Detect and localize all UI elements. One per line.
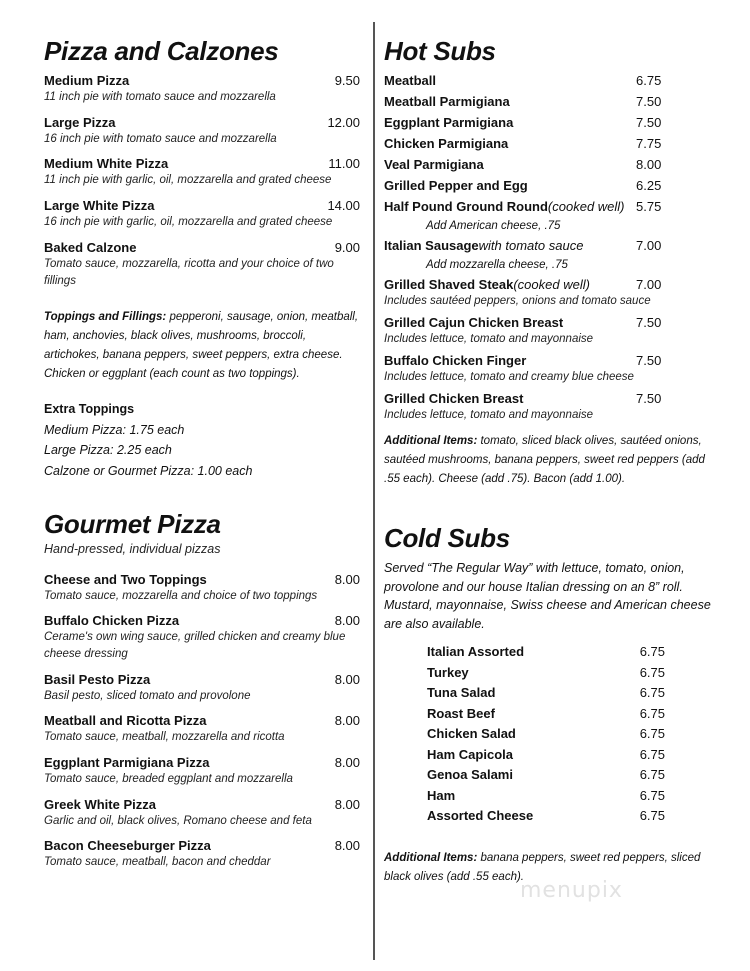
item-name: Tuna Salad — [427, 685, 496, 700]
menu-item — [44, 156, 360, 189]
item-qualifier: with tomato sauce — [478, 238, 584, 253]
item-price: 5.75 — [636, 199, 662, 214]
item-description: Garlic and oil, black olives, Romano cheese and feta — [44, 815, 312, 827]
item-price: 7.00 — [636, 238, 662, 253]
menu-item — [384, 724, 665, 745]
menu-item — [384, 642, 665, 663]
menu-item — [44, 755, 360, 788]
menu-item — [44, 240, 360, 290]
item-price: 9.50 — [334, 73, 360, 88]
menu-item — [384, 683, 665, 704]
column-divider — [373, 22, 375, 960]
item-name: Medium Pizza — [44, 73, 130, 88]
item-description: Tomato sauce, meatball, mozzarella and ricotta — [44, 731, 285, 743]
additional-label: Additional Items: — [384, 852, 478, 864]
menu-item — [44, 838, 360, 871]
menu-item — [384, 315, 720, 331]
item-price: 8.00 — [334, 755, 360, 770]
menupix-watermark: menupix — [520, 878, 623, 903]
item-price: 7.75 — [636, 136, 662, 151]
item-price: 8.00 — [334, 613, 360, 628]
item-description: 11 inch pie with garlic, oil, mozzarella and grated cheese — [44, 174, 332, 186]
menu-item — [384, 277, 720, 293]
add-cheese-note: Add mozzarella cheese, .75 — [426, 259, 568, 271]
item-price: 6.75 — [639, 644, 665, 659]
menu-item — [384, 391, 720, 407]
item-price: 6.75 — [639, 664, 665, 680]
item-name: Ham — [427, 787, 456, 803]
item-price: 14.00 — [327, 198, 360, 213]
cold-subs-intro: Served “The Regular Way” with lettuce, tomato, onion, provolone and our house Italian dressing on an 8” roll. Mustard, mayonnaise, Swiss cheese and American cheese are also available. — [384, 561, 711, 631]
item-name: Half Pound Ground Round — [384, 199, 548, 214]
item-name: Large White Pizza — [44, 198, 155, 213]
item-name: Medium White Pizza — [44, 156, 169, 171]
menu-item — [384, 238, 720, 254]
item-description: Tomato sauce, mozzarella, ricotta and your choice of two fillings — [44, 258, 334, 287]
item-name: Chicken Parmigiana — [384, 136, 509, 151]
menu-item — [384, 704, 665, 725]
menu-item — [384, 94, 720, 115]
item-description: Includes sautéed peppers, onions and tomato sauce — [384, 295, 651, 307]
item-name: Large Pizza — [44, 115, 116, 130]
toppings-label: Toppings and Fillings: — [44, 311, 167, 323]
item-name: Genoa Salami — [427, 767, 513, 782]
item-name: Buffalo Chicken Pizza — [44, 613, 180, 628]
menu-item — [44, 572, 360, 605]
item-description: Tomato sauce, meatball, bacon and cheddar — [44, 856, 271, 868]
item-price: 12.00 — [327, 115, 360, 130]
item-name: Assorted Cheese — [427, 808, 534, 823]
item-description: 16 inch pie with garlic, oil, mozzarella and grated cheese — [44, 216, 333, 228]
item-name: Turkey — [427, 664, 469, 680]
hot-additional-items — [384, 432, 720, 489]
menu-item — [384, 199, 720, 215]
item-name: Basil Pesto Pizza — [44, 672, 151, 687]
item-price: 7.50 — [636, 391, 662, 406]
menu-item — [384, 73, 720, 94]
item-description: Includes lettuce, tomato and mayonnaise — [384, 333, 594, 345]
item-qualifier: (cooked well) — [513, 277, 590, 292]
menu-item — [44, 613, 360, 663]
hot-subs-title: Hot Subs — [384, 36, 496, 66]
menu-item — [44, 797, 360, 830]
item-description: Cerame's own wing sauce, grilled chicken and creamy blue cheese dressing — [44, 631, 346, 660]
item-name: Ham Capicola — [427, 746, 513, 762]
menu-item — [44, 73, 360, 106]
item-name: Roast Beef — [427, 705, 495, 721]
item-description: Basil pesto, sliced tomato and provolone — [44, 690, 251, 702]
hot-sub-list — [384, 73, 720, 424]
item-price: 6.75 — [639, 705, 665, 721]
gourmet-section-title: Gourmet Pizza — [44, 509, 221, 539]
item-price: 9.00 — [334, 240, 360, 255]
item-name: Eggplant Parmigiana Pizza — [44, 755, 210, 770]
item-price: 7.50 — [636, 315, 662, 330]
extra-toppings — [44, 399, 360, 481]
item-name: Italian Assorted — [427, 644, 525, 659]
additional-text: tomato, sliced black olives, sautéed onions, sautéed mushrooms, banana peppers, sweet red peppers (add .55 each). Cheese (add .75). Bacon (add 1.00). — [384, 435, 705, 485]
toppings-note — [44, 308, 360, 384]
item-description: Tomato sauce, breaded eggplant and mozzarella — [44, 773, 293, 785]
item-name: Baked Calzone — [44, 240, 137, 255]
additional-text: banana peppers, sweet red peppers, sliced black olives (add .55 each). — [384, 852, 701, 883]
item-description: 11 inch pie with tomato sauce and mozzarella — [44, 91, 276, 103]
item-name: Grilled Chicken Breast — [384, 391, 524, 406]
item-name: Eggplant Parmigiana — [384, 115, 514, 130]
item-description: Tomato sauce, mozzarella and choice of two toppings — [44, 590, 318, 602]
item-price: 6.75 — [639, 685, 665, 700]
extra-topping-line: Large Pizza: 2.25 each — [44, 443, 172, 457]
item-price: 7.50 — [636, 94, 662, 109]
cold-sub-list — [384, 642, 720, 827]
item-price: 8.00 — [334, 672, 360, 687]
item-price: 7.00 — [636, 277, 662, 292]
item-name: Chicken Salad — [427, 726, 516, 741]
item-price: 8.00 — [636, 157, 662, 172]
item-price: 11.00 — [328, 156, 360, 171]
item-name: Cheese and Two Toppings — [44, 572, 207, 587]
menu-item — [44, 672, 360, 705]
pizza-section-title: Pizza and Calzones — [44, 36, 279, 66]
menu-item — [384, 353, 720, 369]
item-name: Bacon Cheeseburger Pizza — [44, 838, 211, 853]
additional-label: Additional Items: — [384, 435, 478, 447]
item-name: Grilled Cajun Chicken Breast — [384, 315, 564, 330]
menu-item — [44, 115, 360, 148]
item-name: Buffalo Chicken Finger — [384, 353, 527, 368]
item-name: Grilled Pepper and Egg — [384, 178, 528, 193]
item-price: 6.75 — [639, 787, 665, 803]
menu-item — [384, 663, 665, 684]
item-name: Meatball and Ricotta Pizza — [44, 713, 207, 728]
add-cheese-note: Add American cheese, .75 — [426, 220, 561, 232]
extra-toppings-title: Extra Toppings — [44, 402, 135, 416]
menu-item — [384, 745, 665, 766]
item-price: 6.25 — [636, 178, 662, 193]
menu-item — [384, 806, 665, 827]
menu-item — [384, 786, 665, 807]
item-price: 7.50 — [636, 353, 662, 368]
menu-item — [384, 178, 720, 199]
extra-topping-line: Medium Pizza: 1.75 each — [44, 422, 185, 437]
menu-item — [384, 765, 665, 786]
menu-item — [384, 136, 720, 157]
extra-topping-line: Calzone or Gourmet Pizza: 1.00 each — [44, 463, 253, 478]
item-qualifier: (cooked well) — [547, 199, 625, 214]
toppings-text: pepperoni, sausage, onion, meatball, ham, anchovies, black olives, mushrooms, broccoli, artichokes, banana peppers, sweet peppers, extra cheese. Chicken or eggplant (each count as two toppings). — [44, 311, 359, 380]
item-name: Meatball Parmigiana — [384, 94, 510, 109]
item-price: 6.75 — [639, 808, 665, 823]
item-name: Greek White Pizza — [44, 797, 156, 812]
item-description: Includes lettuce, tomato and mayonnaise — [384, 409, 594, 421]
item-price: 8.00 — [334, 797, 360, 812]
gourmet-subtitle: Hand-pressed, individual pizzas — [44, 542, 221, 556]
item-name: Veal Parmigiana — [384, 157, 484, 172]
item-price: 8.00 — [334, 838, 360, 853]
item-name: Grilled Shaved Steak — [384, 277, 514, 292]
item-description: Includes lettuce, tomato and creamy blue cheese — [384, 371, 634, 383]
item-price: 6.75 — [639, 726, 665, 741]
item-price: 6.75 — [639, 746, 665, 762]
menu-item — [44, 713, 360, 746]
item-price: 8.00 — [334, 713, 360, 728]
menu-item — [384, 157, 720, 178]
cold-subs-title: Cold Subs — [384, 523, 510, 553]
menu-item — [384, 115, 720, 136]
item-name: Italian Sausage — [384, 238, 479, 253]
menu-item — [44, 198, 360, 231]
item-price: 6.75 — [636, 73, 662, 88]
item-price: 7.50 — [636, 115, 662, 130]
item-description: 16 inch pie with tomato sauce and mozzarella — [44, 133, 277, 145]
item-name: Meatball — [384, 73, 437, 88]
item-price: 8.00 — [334, 572, 360, 587]
item-price: 6.75 — [639, 767, 665, 782]
